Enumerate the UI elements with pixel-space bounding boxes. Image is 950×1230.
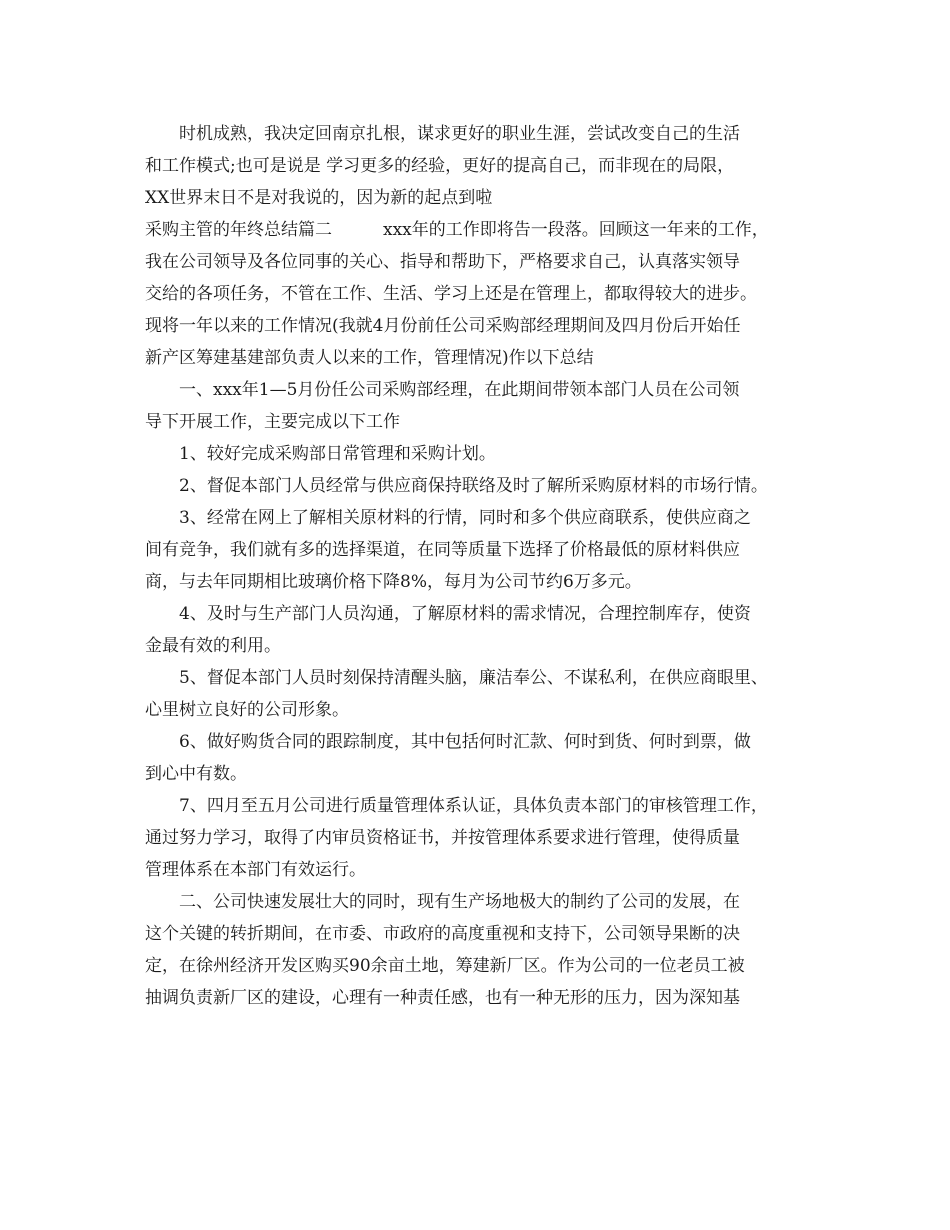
document-body [145,118,825,1014]
text-line: 通过努力学习，取得了内审员资格证书，并按管理体系要求进行管理，使得质量 [145,828,740,848]
text-line: 4、及时与生产部门人员沟通，了解原材料的需求情况，合理控制库存，使资 [179,604,751,624]
text-line: XX世界末日不是对我说的，因为新的起点到啦 [145,188,493,208]
text-line: 抽调负责新厂区的建设，心理有一种责任感，也有一种无形的压力，因为深知基 [145,988,740,1008]
text-line: 5、督促本部门人员时刻保持清醒头脑，廉洁奉公、不谋私利，在供应商眼里、 [179,668,768,688]
text-line: 到心中有数。 [145,764,247,784]
text-line: 时机成熟，我决定回南京扎根，谋求更好的职业生涯，尝试改变自己的生活 [179,124,740,144]
text-line: 商，与去年同期相比玻璃价格下降8%，每月为公司节约6万多元。 [145,572,642,592]
text-line: 现将一年以来的工作情况(我就4月份前任公司采购部经理期间及四月份后开始任 [145,316,741,336]
text-line: 交给的各项任务，不管在工作、生活、学习上还是在管理上，都取得较大的进步。 [145,284,757,304]
text-line: 6、做好购货合同的跟踪制度，其中包括何时汇款、何时到货、何时到票，做 [179,732,751,752]
text-line: 管理体系在本部门有效运行。 [145,860,366,880]
text-line: 1、较好完成采购部日常管理和采购计划。 [179,444,496,464]
text-line: 二、公司快速发展壮大的同时，现有生产场地极大的制约了公司的发展，在 [179,892,740,912]
text-line: 7、四月至五月公司进行质量管理体系认证，具体负责本部门的审核管理工作， [179,796,768,816]
text-line: 一、xxx年1—5月份任公司采购部经理，在此期间带领本部门人员在公司领 [179,380,740,400]
text-line: 金最有效的利用。 [145,636,281,656]
text-line: 3、经常在网上了解相关原材料的行情，同时和多个供应商联系，使供应商之 [179,508,751,528]
text-line: 间有竞争，我们就有多的选择渠道，在同等质量下选择了价格最低的原材料供应 [145,540,740,560]
text-line: 我在公司领导及各位同事的关心、指导和帮助下，严格要求自己，认真落实领导 [145,252,740,272]
text-line: 导下开展工作，主要完成以下工作 [145,412,400,432]
text-line: 2、督促本部门人员经常与供应商保持联络及时了解所采购原材料的市场行情。 [179,476,768,496]
text-line: 采购主管的年终总结篇二 xxx年的工作即将告一段落。回顾这一年来的工作， [145,220,769,240]
text-line: 和工作模式;也可是说是 学习更多的经验，更好的提高自己，而非现在的局限， [145,156,735,176]
text-line: 新产区筹建基建部负责人以来的工作，管理情况)作以下总结 [145,348,594,368]
text-line: 心里树立良好的公司形象。 [145,700,349,720]
text-line: 这个关键的转折期间，在市委、市政府的高度重视和支持下，公司领导果断的决 [145,924,740,944]
text-line: 定，在徐州经济开发区购买90余亩土地，筹建新厂区。作为公司的一位老员工被 [145,956,745,976]
